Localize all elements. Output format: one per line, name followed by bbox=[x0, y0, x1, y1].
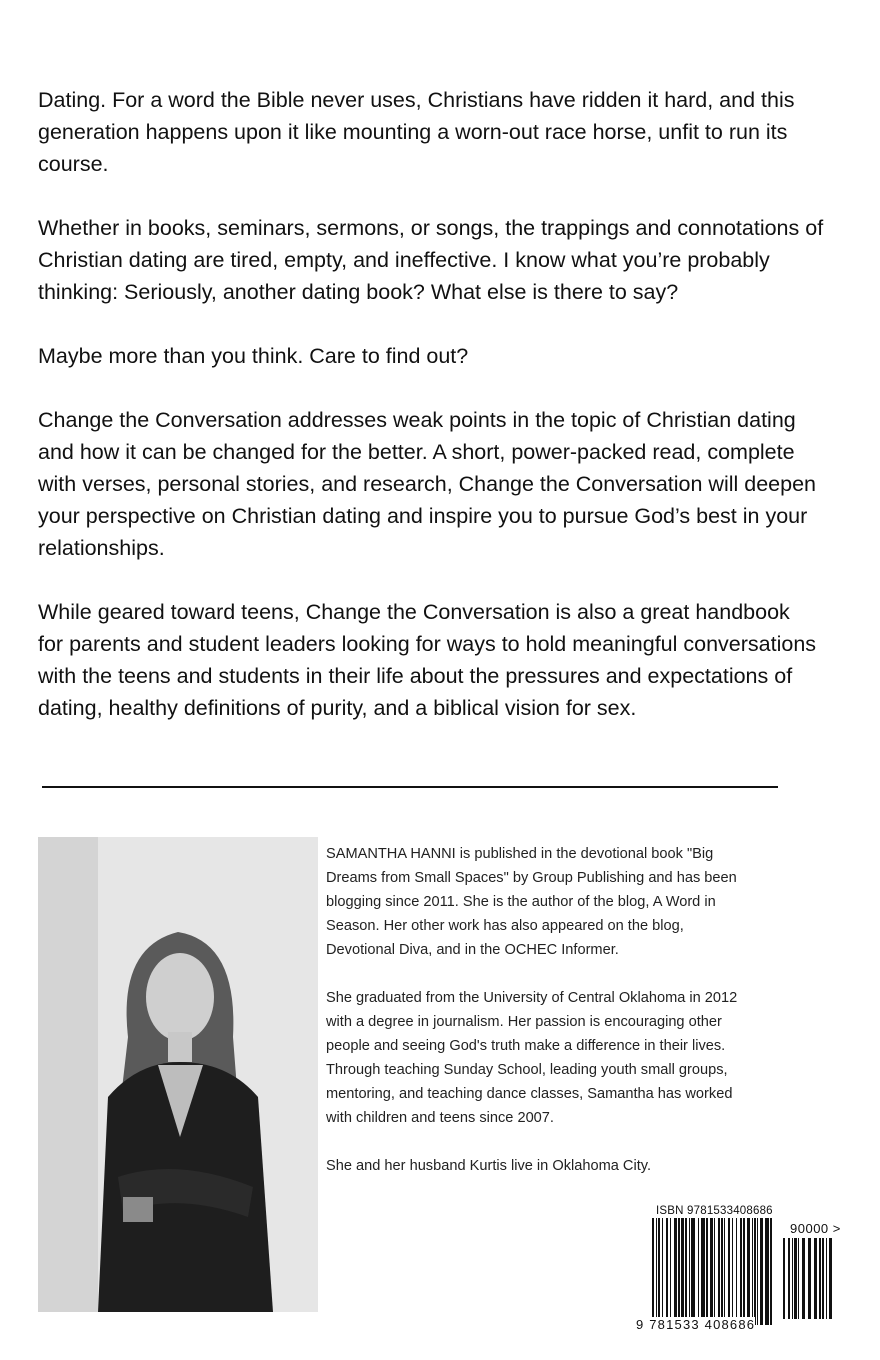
barcode-bar bbox=[678, 1218, 680, 1325]
blurb-paragraph bbox=[38, 404, 858, 564]
barcode-bar bbox=[701, 1218, 705, 1325]
text-line: dating, healthy definitions of purity, and a biblical vision for sex. bbox=[38, 696, 637, 720]
barcode-bar bbox=[721, 1218, 723, 1325]
barcode-bar bbox=[826, 1238, 827, 1319]
barcode-bar bbox=[681, 1218, 684, 1325]
author-photo bbox=[38, 837, 318, 1312]
barcode-bar bbox=[760, 1218, 763, 1325]
text-line: blogging since 2011. She is the author of the blog, A Word in bbox=[326, 894, 716, 910]
barcode-bar bbox=[788, 1238, 790, 1319]
price-supplement: 90000 > bbox=[790, 1221, 841, 1236]
blurb-paragraph bbox=[38, 596, 858, 724]
barcode-bar bbox=[743, 1218, 745, 1325]
barcode-bar bbox=[792, 1238, 793, 1319]
text-line: mentoring, and teaching dance classes, Samantha has worked bbox=[326, 1086, 733, 1102]
barcode-bar bbox=[752, 1218, 753, 1325]
barcode-bar bbox=[658, 1218, 660, 1325]
text-line: Christian dating are tired, empty, and ineffective. I know what you’re probably bbox=[38, 248, 770, 272]
text-line: Dating. For a word the Bible never uses, Christians have ridden it hard, and this bbox=[38, 88, 795, 112]
bio-paragraph bbox=[326, 1154, 866, 1178]
barcode-bar bbox=[740, 1218, 742, 1325]
barcode-bars bbox=[640, 1202, 880, 1332]
barcode-bar bbox=[747, 1218, 750, 1325]
barcode-bar bbox=[685, 1218, 687, 1325]
barcode-bar bbox=[718, 1218, 720, 1325]
text-line: thinking: Seriously, another dating book? What else is there to say? bbox=[38, 280, 679, 304]
isbn-barcode bbox=[636, 1202, 880, 1332]
barcode-bar bbox=[652, 1218, 654, 1325]
text-line: Dreams from Small Spaces" by Group Publishing and has been bbox=[326, 870, 737, 886]
barcode-bar bbox=[706, 1218, 708, 1325]
text-line: While geared toward teens, Change the Conversation is also a great handbook bbox=[38, 600, 790, 624]
barcode-bar bbox=[770, 1218, 772, 1325]
barcode-bar bbox=[670, 1218, 671, 1325]
text-line: with a degree in journalism. Her passion is encouraging other bbox=[326, 1014, 722, 1030]
barcode-bar bbox=[794, 1238, 797, 1319]
barcode-bar bbox=[714, 1218, 715, 1325]
barcode-bar bbox=[666, 1218, 668, 1325]
blurb-paragraph bbox=[38, 340, 858, 372]
text-line: people and seeing God's truth make a difference in their lives. bbox=[326, 1038, 726, 1054]
text-line: and how it can be changed for the better. A short, power-packed read, complete bbox=[38, 440, 795, 464]
barcode-bar bbox=[691, 1218, 695, 1325]
barcode-bar bbox=[698, 1218, 699, 1325]
text-line: generation happens upon it like mounting a worn-out race horse, unfit to run its bbox=[38, 120, 788, 144]
text-line: with children and teens since 2007. bbox=[326, 1110, 554, 1126]
barcode-bar bbox=[754, 1218, 756, 1325]
barcode-bar bbox=[710, 1218, 713, 1325]
author-bio bbox=[326, 842, 866, 1202]
back-cover-blurb bbox=[38, 84, 858, 756]
barcode-bar bbox=[798, 1238, 799, 1319]
text-line: Devotional Diva, and in the OCHEC Informer. bbox=[326, 942, 619, 958]
text-line: Season. Her other work has also appeared on the blog, bbox=[326, 918, 684, 934]
text-line: for parents and student leaders looking for ways to hold meaningful conversations bbox=[38, 632, 817, 656]
text-line: relationships. bbox=[38, 536, 165, 560]
barcode-bar bbox=[689, 1218, 690, 1325]
barcode-bar bbox=[808, 1238, 811, 1319]
author-portrait-image bbox=[38, 837, 318, 1312]
bio-paragraph bbox=[326, 842, 866, 962]
barcode-bar bbox=[829, 1238, 832, 1319]
text-line: She graduated from the University of Central Oklahoma in 2012 bbox=[326, 990, 738, 1006]
barcode-bar bbox=[819, 1238, 821, 1319]
barcode-bar bbox=[802, 1238, 805, 1319]
text-line: She and her husband Kurtis live in Oklahoma City. bbox=[326, 1158, 652, 1174]
text-line: Change the Conversation addresses weak points in the topic of Christian dating bbox=[38, 408, 796, 432]
barcode-bar bbox=[674, 1218, 677, 1325]
text-line: Through teaching Sunday School, leading youth small groups, bbox=[326, 1062, 728, 1078]
barcode-bar bbox=[814, 1238, 817, 1319]
blurb-paragraph bbox=[38, 84, 858, 180]
barcode-bar bbox=[732, 1218, 733, 1325]
text-line: Maybe more than you think. Care to find out? bbox=[38, 344, 469, 368]
blurb-paragraph bbox=[38, 212, 858, 308]
text-line: Whether in books, seminars, sermons, or songs, the trappings and connotations of bbox=[38, 216, 824, 240]
barcode-bar bbox=[765, 1218, 769, 1325]
text-line: SAMANTHA HANNI is published in the devotional book "Big bbox=[326, 846, 714, 862]
divider-rule bbox=[42, 786, 778, 788]
text-line: with verses, personal stories, and research, Change the Conversation will deepen bbox=[38, 472, 817, 496]
barcode-bar bbox=[822, 1238, 824, 1319]
bio-paragraph bbox=[326, 986, 866, 1130]
barcode-bar bbox=[656, 1218, 657, 1325]
barcode-bar bbox=[783, 1238, 785, 1319]
text-line: your perspective on Christian dating and inspire you to pursue God’s best in your bbox=[38, 504, 808, 528]
barcode-digits: 9 781533 408686 bbox=[636, 1317, 756, 1332]
barcode-bar bbox=[736, 1218, 737, 1325]
barcode-bar bbox=[757, 1218, 758, 1325]
text-line: with the teens and students in their life about the pressures and expectations of bbox=[38, 664, 793, 688]
isbn-label: ISBN 9781533408686 bbox=[656, 1205, 773, 1217]
barcode-bar bbox=[662, 1218, 663, 1325]
barcode-bar bbox=[728, 1218, 730, 1325]
text-line: course. bbox=[38, 152, 109, 176]
barcode-bar bbox=[724, 1218, 725, 1325]
